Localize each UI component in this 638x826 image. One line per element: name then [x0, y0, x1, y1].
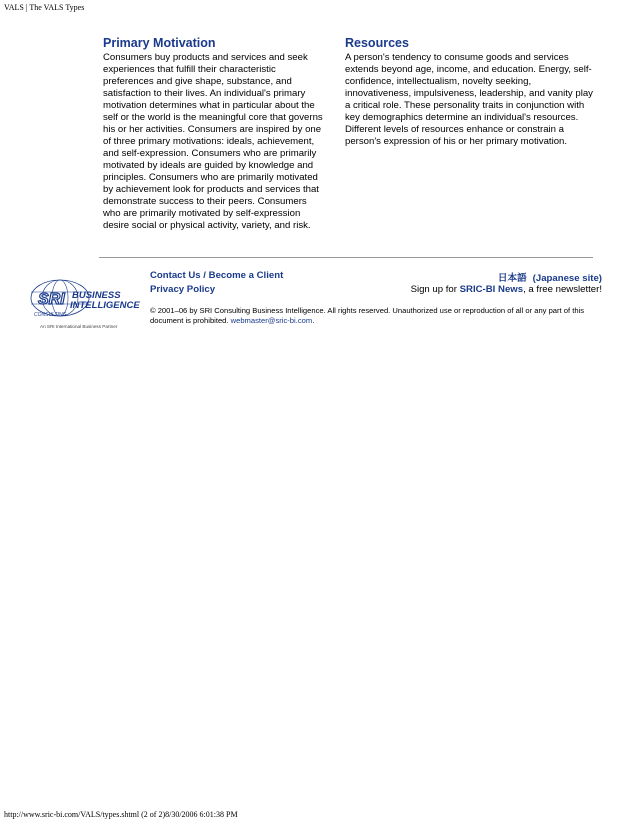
resources-section [345, 36, 595, 148]
footer-divider [99, 257, 593, 258]
signup-prefix: Sign up for [410, 284, 460, 295]
newsletter-signup [411, 284, 602, 295]
logo-consulting-text: CONSULTING [34, 312, 67, 318]
logo-tagline: An SRI International Business Partner [40, 324, 118, 329]
japanese-site [498, 270, 602, 284]
webmaster-email-link[interactable]: webmaster@sric-bi.com [230, 316, 313, 325]
contact-link[interactable]: Contact Us / Become a Client [150, 270, 284, 281]
copyright-notice [150, 306, 602, 326]
resources-heading: Resources [345, 36, 409, 50]
copyright-end: . [312, 316, 315, 325]
print-footer: http://www.sric-bi.com/VALS/types.shtml (2 of 2)8/30/2006 6:01:38 PM [4, 810, 238, 819]
logo-business-text: BUSINESS [72, 290, 121, 301]
logo-intelligence-text: INTELLIGENCE [70, 300, 140, 311]
copyright-text: © 2001–06 by SRI Consulting Business Intelligence. All rights reserved. Unauthorized use or reproduction of all or any part of this document is prohibited. [150, 306, 585, 325]
sric-bi-logo-graphic [30, 276, 140, 332]
signup-suffix: , a free newsletter! [523, 284, 602, 295]
logo-sri-text: SRI [38, 291, 65, 308]
sric-bi-logo[interactable] [30, 276, 140, 332]
privacy-policy-link[interactable]: Privacy Policy [150, 284, 216, 295]
primary-motivation-heading: Primary Motivation [103, 36, 216, 50]
primary-motivation-section [103, 36, 325, 232]
resources-body: A person's tendency to consume goods and services extends beyond age, income, and education. Energy, self-confidence, intellectualism, novelty seeking, innovativeness, impulsiveness, leadership, and vanity play a critical role. These personality traits in conjunction with key demographics determine an individual's resources. Different levels of resources enhance or constrain a person's expression of his or her primary motivation. [345, 52, 593, 147]
primary-motivation-body: Consumers buy products and services and seek experiences that fulfill their characteristic preferences and give shape, substance, and satisfaction to their lives. An individual's primary motivation determines what in particular about the self or the world is the meaningful core that governs his or her activities. Consumers are inspired by one of three primary motivations: ideals, achievement, and self-expression. Consumers who are primarily motivated by ideals are guided by knowledge and principles. Consumers who are primarily motivated by achievement look for products and services that demonstrate success to their peers. Consumers who are primarily motivated by self-expression desire social or physical activity, variety, and risk. [103, 52, 323, 231]
print-header: VALS | The VALS Types [4, 3, 85, 12]
japanese-site-link[interactable]: (Japanese site) [532, 273, 602, 284]
japanese-glyphs: 日本語 [497, 273, 527, 284]
newsletter-link[interactable]: SRIC-BI News [459, 284, 524, 295]
